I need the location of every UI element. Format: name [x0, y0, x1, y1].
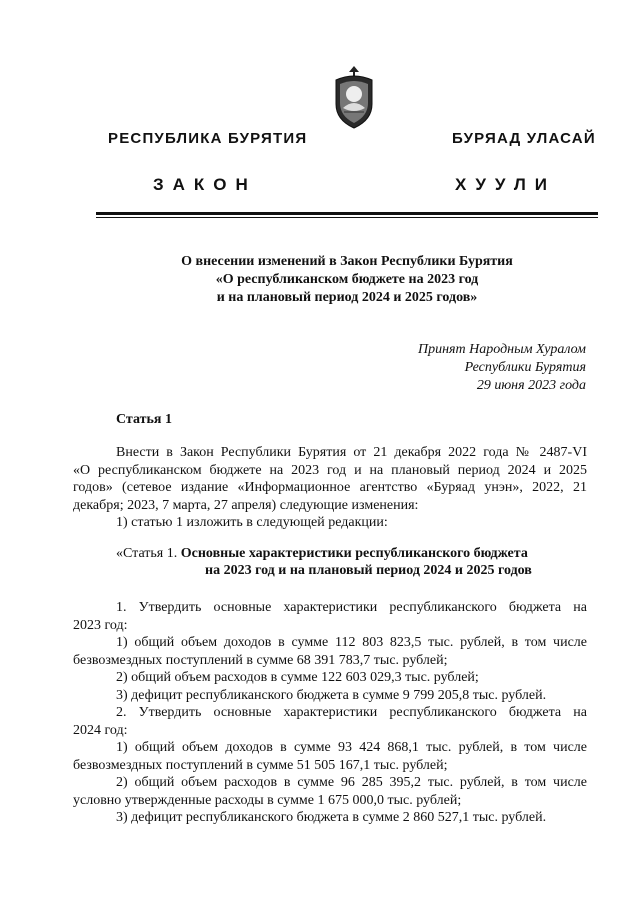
text-line: условно утвержденные расходы в сумме 1 675 000,0 тыс. рублей;	[73, 792, 462, 808]
text-line: «О республиканском бюджете на 2023 год и на плановый период 2024 и 2025	[73, 462, 587, 478]
text-line: 1) статью 1 изложить в следующей редакции:	[116, 515, 388, 530]
text-line: Внести в Закон Республики Бурятия от 21 декабря 2022 года № 2487-VI	[116, 445, 587, 460]
text-line: безвозмездных поступлений в сумме 68 391 783,7 тыс. рублей;	[73, 652, 448, 668]
budget-provisions	[73, 599, 587, 827]
republic-name-bua: БУРЯАД УЛАСАЙ	[452, 130, 596, 147]
text-line: 1) общий объем доходов в сумме 112 803 823,5 тыс. рублей, в том числе	[116, 635, 587, 650]
text-line: декабря; 2023, 7 марта, 27 апреля) следующие изменения:	[73, 497, 419, 513]
law-label-ru: ЗАКОН	[153, 175, 257, 194]
article-heading: Статья 1	[116, 412, 172, 427]
intro-paragraph	[73, 444, 587, 532]
adoption-line: Принят Народным Хуралом	[417, 342, 586, 357]
quoted-article-prefix: «Статья 1.	[116, 546, 178, 561]
text-line: годов» (сетевое издание «Информационное агентство «Буряад унэн», 2022, 21	[73, 480, 587, 495]
quoted-article-title: Основные характеристики республиканского бюджета	[180, 546, 528, 561]
text-line: 2) общий объем расходов в сумме 96 285 395,2 тыс. рублей, в том числе	[116, 775, 587, 790]
text-line: 2023 год:	[73, 617, 128, 633]
text-line: 2) общий объем расходов в сумме 122 603 029,3 тыс. рублей;	[116, 670, 479, 685]
adoption-line: Республики Бурятия	[464, 360, 586, 375]
law-label-bua: ХУУЛИ	[455, 175, 556, 194]
text-line: 1. Утвердить основные характеристики республиканского бюджета на	[116, 600, 587, 615]
title-line: О внесении изменений в Закон Республики Бурятия	[181, 254, 513, 269]
coat-of-arms-icon	[331, 64, 377, 130]
title-line: «О республиканском бюджете на 2023 год	[215, 272, 479, 287]
quoted-article-title-line2: на 2023 год и на плановый период 2024 и 2025 годов	[205, 563, 532, 578]
header-divider-thick	[96, 212, 598, 215]
text-line: безвозмездных поступлений в сумме 51 505 167,1 тыс. рублей;	[73, 757, 448, 773]
text-line: 3) дефицит республиканского бюджета в сумме 9 799 205,8 тыс. рублей.	[116, 687, 547, 703]
adoption-date: 29 июня 2023 года	[476, 378, 586, 393]
header-divider-thin	[96, 217, 598, 218]
document-title	[96, 253, 598, 307]
quoted-article-heading	[116, 545, 528, 563]
text-line: 1) общий объем доходов в сумме 93 424 868,1 тыс. рублей, в том числе	[116, 740, 587, 755]
text-line: 3) дефицит республиканского бюджета в сумме 2 860 527,1 тыс. рублей.	[116, 810, 547, 825]
republic-name-ru: РЕСПУБЛИКА БУРЯТИЯ	[108, 130, 308, 147]
title-line: и на плановый период 2024 и 2025 годов»	[216, 290, 478, 305]
text-line: 2024 год:	[73, 722, 128, 738]
text-line: 2. Утвердить основные характеристики республиканского бюджета на	[116, 705, 587, 720]
adoption-note	[418, 341, 586, 395]
